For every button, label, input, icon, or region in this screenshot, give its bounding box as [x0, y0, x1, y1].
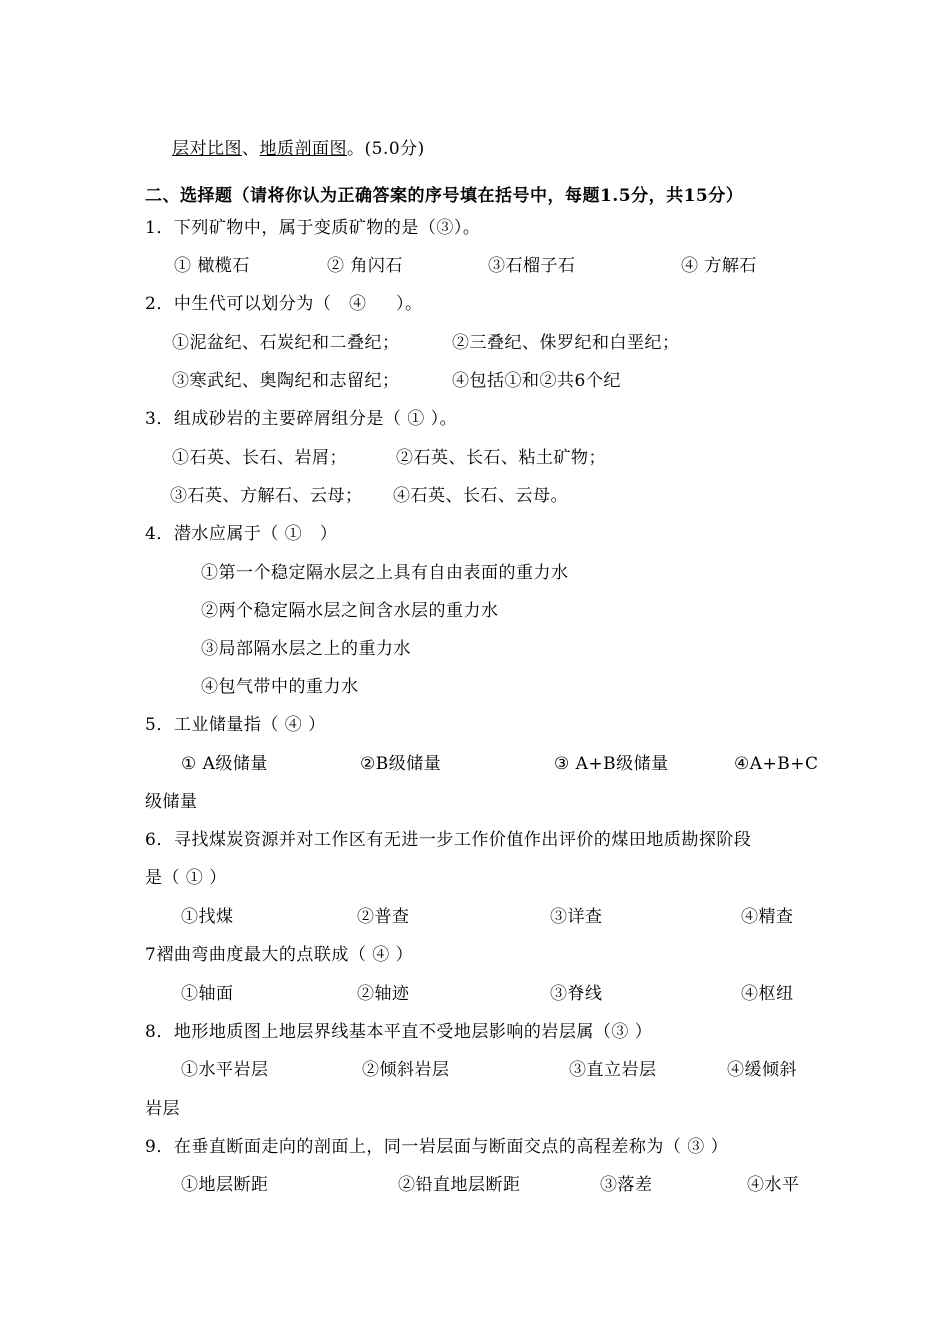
- question-3-option-4: ④石英、长石、云母。: [393, 486, 568, 506]
- question-8-option-3: ③直立岩层: [569, 1060, 657, 1080]
- question-4-stem: 4．潜水应属于（ ① ）: [145, 524, 338, 544]
- question-2-option-4: ④包括①和②共6个纪: [452, 371, 621, 391]
- question-6-stem-continued: 是（ ① ）: [145, 868, 227, 888]
- question-8-stem: 8．地形地质图上地层界线基本平直不受地层影响的岩层属（③ ）: [145, 1022, 653, 1042]
- question-1-option-4: ④ 方解石: [681, 256, 757, 276]
- question-3-option-2: ②石英、长石、粘土矿物；: [396, 448, 606, 468]
- question-5-option-4: ④A+B+C: [734, 754, 819, 774]
- question-3-option-1: ①石英、长石、岩屑；: [172, 448, 347, 468]
- question-9-option-2: ②铅直地层断距: [398, 1175, 521, 1195]
- question-6-option-1: ①找煤: [181, 907, 234, 927]
- question-9-option-3: ③落差: [600, 1175, 653, 1195]
- question-4-option-1: ①第一个稳定隔水层之上具有自由表面的重力水: [201, 563, 569, 583]
- question-6-option-2: ②普查: [357, 907, 410, 927]
- section-title: 二、选择题（请将你认为正确答案的序号填在括号中，每题1.5分，共15分）: [145, 186, 744, 206]
- question-5-option-4-wrap: 级储量: [145, 792, 198, 812]
- question-5-option-1: ① A级储量: [181, 754, 268, 774]
- intro-line: [172, 137, 425, 161]
- intro-tail: 。(5.0分): [347, 139, 425, 159]
- question-5-option-3: ③ A+B级储量: [554, 754, 669, 774]
- question-8-option-2: ②倾斜岩层: [362, 1060, 450, 1080]
- question-1-option-1: ① 橄榄石: [174, 256, 250, 276]
- question-4-option-2: ②两个稳定隔水层之间含水层的重力水: [201, 601, 499, 621]
- question-5-option-2: ②B级储量: [360, 754, 442, 774]
- question-6-option-3: ③详查: [550, 907, 603, 927]
- question-7-option-3: ③脊线: [550, 984, 603, 1004]
- question-9-option-4: ④水平: [747, 1175, 800, 1195]
- question-3-option-3: ③石英、方解石、云母；: [170, 486, 363, 506]
- question-9-stem: 9．在垂直断面走向的剖面上，同一岩层面与断面交点的高程差称为（ ③ ）: [145, 1137, 729, 1157]
- question-2-option-2: ②三叠纪、侏罗纪和白垩纪；: [452, 333, 680, 353]
- question-2-option-1: ①泥盆纪、石炭纪和二叠纪；: [172, 333, 400, 353]
- question-7-option-2: ②轴迹: [357, 984, 410, 1004]
- question-2-option-3: ③寒武纪、奥陶纪和志留纪；: [172, 371, 400, 391]
- question-9-option-1: ①地层断距: [181, 1175, 269, 1195]
- question-1-option-3: ③石榴子石: [488, 256, 576, 276]
- intro-separator: 、: [242, 139, 260, 159]
- question-1-stem: 1．下列矿物中，属于变质矿物的是（③）。: [145, 218, 481, 238]
- question-7-stem: 7褶曲弯曲度最大的点联成（ ④ ）: [145, 945, 414, 965]
- question-7-option-4: ④枢纽: [741, 984, 794, 1004]
- intro-text-a: 层对比图: [172, 139, 242, 159]
- intro-text-b: 地质剖面图: [259, 139, 347, 159]
- question-3-stem: 3．组成砂岩的主要碎屑组分是（ ① ）。: [145, 409, 458, 429]
- question-8-option-1: ①水平岩层: [181, 1060, 269, 1080]
- question-8-option-4-wrap: 岩层: [145, 1099, 180, 1119]
- question-4-option-3: ③局部隔水层之上的重力水: [201, 639, 411, 659]
- question-6-stem: 6．寻找煤炭资源并对工作区有无进一步工作价值作出评价的煤田地质勘探阶段: [145, 830, 752, 850]
- question-8-option-4: ④缓倾斜: [727, 1060, 797, 1080]
- question-6-option-4: ④精查: [741, 907, 794, 927]
- question-5-stem: 5．工业储量指（ ④ ）: [145, 715, 326, 735]
- question-1-option-2: ② 角闪石: [327, 256, 403, 276]
- question-7-option-1: ①轴面: [181, 984, 234, 1004]
- question-4-option-4: ④包气带中的重力水: [201, 677, 359, 697]
- question-2-stem: 2．中生代可以划分为（ ④ ）。: [145, 294, 423, 314]
